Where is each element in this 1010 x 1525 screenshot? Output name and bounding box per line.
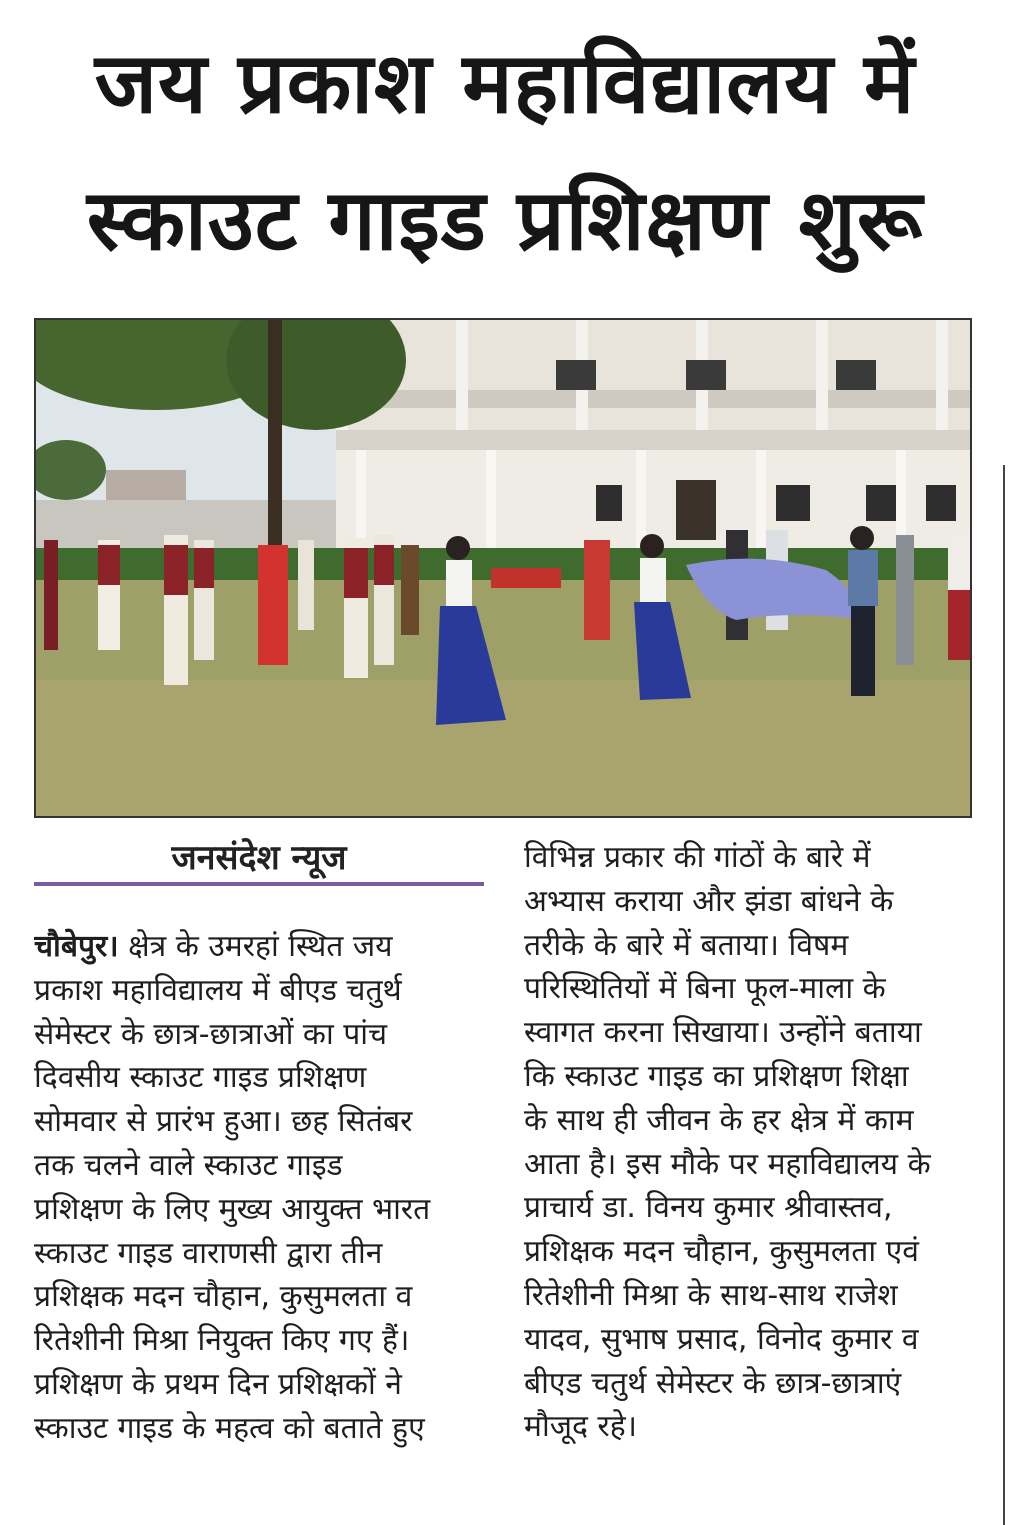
body-line: प्रशिक्षक मदन चौहान, कुसुमलता एवं (524, 1234, 919, 1270)
body-line: कि स्काउट गाइड का प्रशिक्षण शिक्षा (524, 1058, 909, 1094)
body-line: रितेशीनी मिश्रा नियुक्त किए गए हैं। (34, 1323, 410, 1359)
headline-line-2: स्काउट गाइड प्रशिक्षण शुरू (86, 171, 924, 269)
body-line: प्रशिक्षण के लिए मुख्य आयुक्त भारत (34, 1191, 431, 1227)
body-line: प्रशिक्षण के प्रथम दिन प्रशिक्षकों ने (34, 1366, 402, 1402)
page-edge-rule (1003, 465, 1005, 1525)
body-line: विभिन्न प्रकार की गांठों के बारे में (524, 840, 871, 875)
body-line: सेमेस्टर के छात्र-छात्राओं का पांच (34, 1016, 388, 1052)
scout-training-photo (36, 320, 970, 816)
body-text: क्षेत्र के उमरहां स्थित जय (118, 929, 393, 964)
body-line: प्रकाश महाविद्यालय में बीएड चतुर्थ (34, 972, 402, 1008)
body-line: तक चलने वाले स्काउट गाइड (34, 1147, 343, 1183)
body-line: बीएड चतुर्थ सेमेस्टर के छात्र-छात्राएं (524, 1365, 902, 1401)
body-line: अभ्यास कराया और झंडा बांधने के (524, 883, 894, 919)
body-line: स्काउट गाइड वाराणसी द्वारा तीन (34, 1235, 383, 1271)
body-line: प्रशिक्षक मदन चौहान, कुसुमलता व (34, 1279, 413, 1315)
body-line: आता है। इस मौके पर महाविद्यालय के (524, 1146, 931, 1182)
body-line: मौजूद रहे। (524, 1409, 638, 1445)
body-line: स्वागत करना सिखाया। उन्होंने बताया (524, 1015, 922, 1051)
body-line: प्राचार्य डा. विनय कुमार श्रीवास्तव, (524, 1190, 893, 1226)
article-column-1 (34, 925, 484, 1451)
body-line: रितेशीनी मिश्रा के साथ-साथ राजेश (524, 1277, 898, 1313)
body-line: यादव, सुभाष प्रसाद, विनोद कुमार व (524, 1321, 919, 1357)
news-photo (34, 318, 972, 818)
headline-line-1: जय प्रकाश महाविद्यालय में (94, 34, 916, 132)
body-line: स्काउट गाइड के महत्व को बताते हुए (34, 1410, 425, 1446)
byline: जनसंदेश न्यूज (171, 838, 347, 878)
dateline: चौबेपुर। (34, 929, 119, 964)
body-line: दिवसीय स्काउट गाइड प्रशिक्षण (34, 1060, 367, 1096)
body-line: के साथ ही जीवन के हर क्षेत्र में काम (524, 1102, 914, 1138)
body-line: तरीके के बारे में बताया। विषम (524, 927, 849, 963)
body-line (34, 925, 484, 969)
body-line: परिस्थितियों में बिना फूल-माला के (524, 971, 886, 1007)
byline-divider (34, 882, 484, 886)
body-line: सोमवार से प्रारंभ हुआ। छह सितंबर (34, 1104, 413, 1140)
article-column-2 (524, 836, 976, 1449)
